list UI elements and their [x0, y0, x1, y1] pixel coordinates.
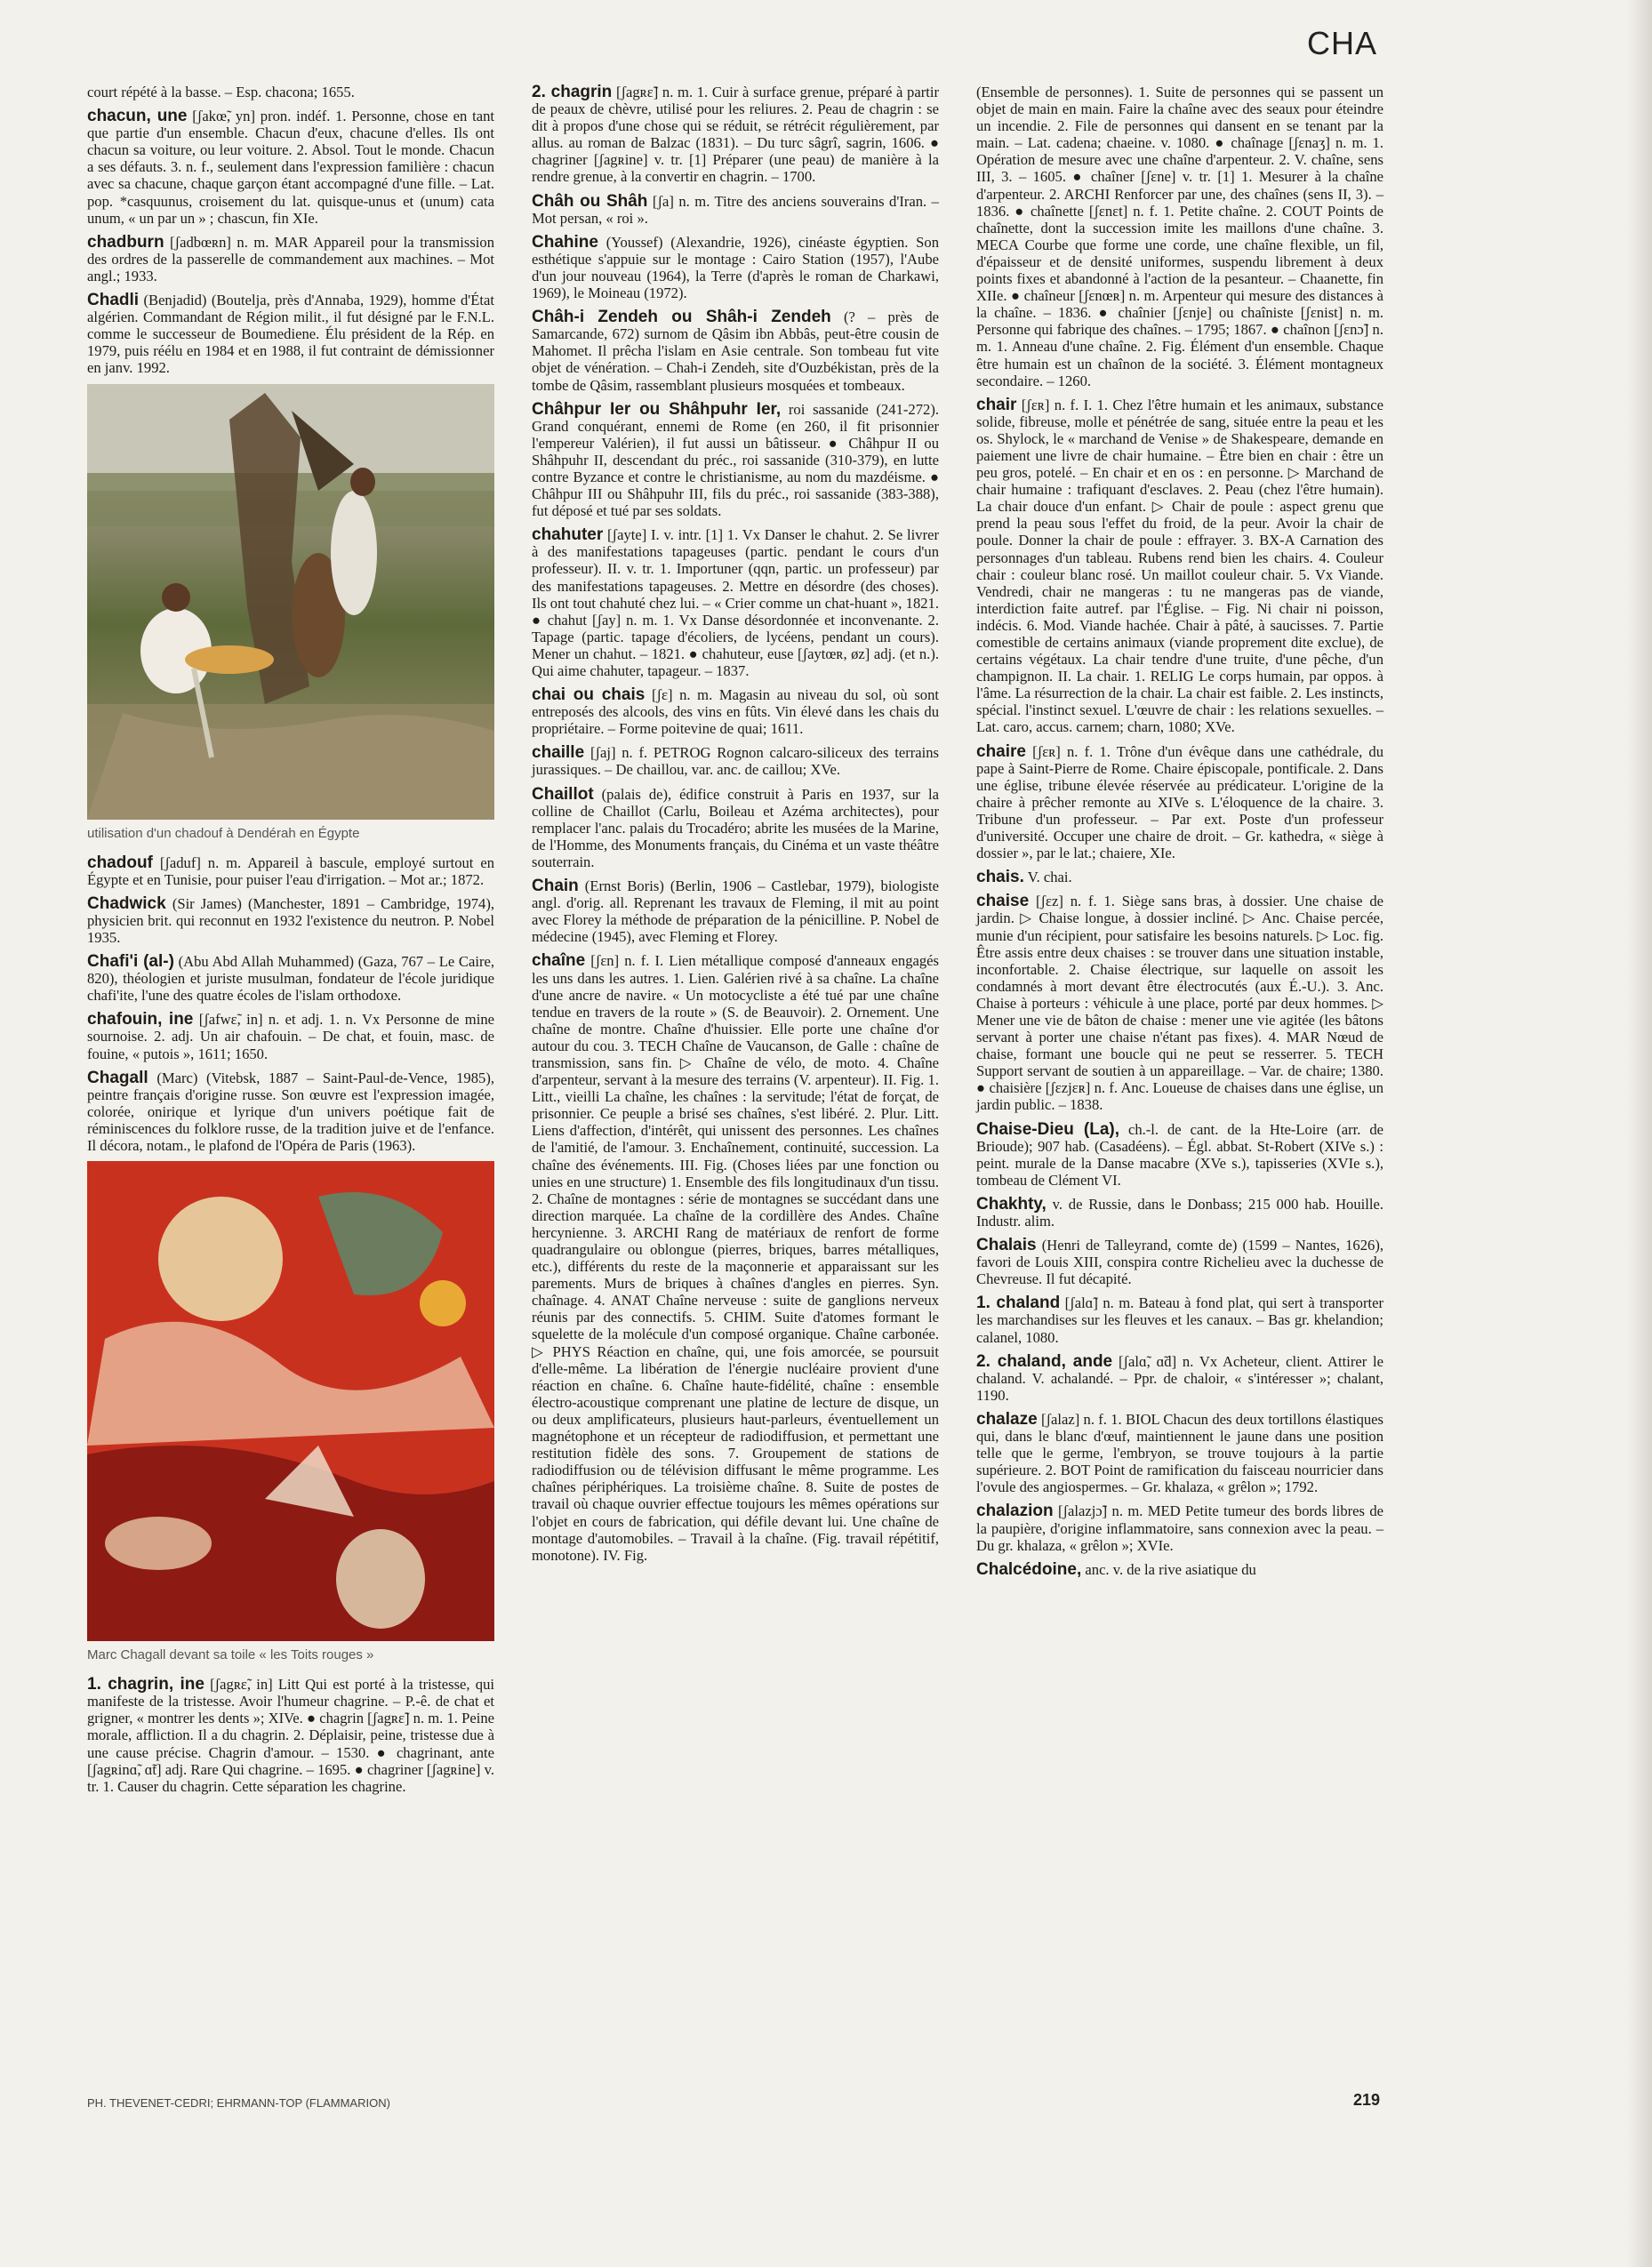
column1-bottom-entries [87, 1676, 494, 1795]
dictionary-entry: chadburn [ʃadbœʀn] n. m. MAR Appareil pour la transmission des ordres de la passerelle de commandement aux machines. – Mot angl.; 1933. [87, 232, 494, 284]
chadouf-photo-illustration [87, 384, 494, 820]
dictionary-entry: chaîne [ʃɛn] n. f. I. Lien métallique composé d'anneaux engagés les uns dans les autres. 1. Lien. Galérien rivé à sa chaîne. La chaîne d'une ancre de navire. « Un motocycliste a été tué par une chaîne tendue en travers de la route » (S. de Beauvoir). 2. Ornement. Une chaîne de montre. Chaîne d'huissier. Elle porte une chaîne d'or autour du cou. 3. TECH Chaîne de Vaucanson, de Galle : chaîne de transmission, sans fin. ▷ Chaîne de vélo, de moto. 4. Chaîne d'arpenteur, servant à la mesure des terrains (V. arpenteur). II. Fig. 1. Litt., vieilli La chaîne, les chaînes : la servitude; l'état de forçat, de prisonnier. Ce peuple a brisé ses chaînes, s'est libéré. 2. Plur. Litt. Liens d'affection, d'intérêt, qui unissent des personnes. Les chaînes de l'amitié, de l'amour. 3. Enchaînement, continuité, succession. La chaîne des événements. III. Fig. (Choses liées par une fonction ou unies en une structure) 1. Ensemble des fils longitudinaux d'un tissu. 2. Chaîne de montagnes : série de montagnes se succédant dans une direction marquée. La chaîne de la cordillère des Andes. Chaîne hercynienne. 3. ARCHI Rang de matériaux de renfort de forme quadrangulaire ou oblongue (pierres, briques, barres métalliques, etc.), différents du reste de la maçonnerie et apparaissant sur les parements. Murs de briques à chaînes d'angles en pierres. Syn. chaînage. 4. ANAT Chaîne nerveuse : suite de ganglions nerveux réunis par des connectifs. 5. CHIM. Suite d'atomes formant le squelette de la molécule d'un composé organique. Chaîne carbonée. ▷ PHYS Réaction en chaîne, qui, une fois amorcée, se poursuit d'elle-même. La libération de l'énergie nucléaire provient d'une réaction en chaîne. 6. Chaîne haute-fidélité, chaîne : ensemble électro-acoustique comprenant une platine de lecture de disque, un ou deux amplificateurs, plusieurs haut-parleurs, éventuellement un magnétophone et un récepteur de radiodiffusion, et permettant une restitution fidèle des sons. 7. Groupement de stations de radiodiffusion ou de télévision diffusant le même programme. Les chaînes périphériques. La troisième chaîne. 8. Suite de postes de travail où chaque ouvrier effectue toujours les mêmes opérations sur l'objet en cours de fabrication, qui défile devant lui. Une chaîne de montage d'automobiles. – Travail à la chaîne. (Fig. travail répétitif, monotone). IV. Fig. [532, 951, 939, 1564]
page-edge [1627, 0, 1652, 2267]
dictionary-entry: chalazion [ʃalazjɔ̃] n. m. MED Petite tumeur des bords libres de la paupière, d'origine inflammatoire, sans connexion avec la peau. – Du gr. khalaza, « grêlon »; XVIe. [976, 1502, 1383, 1554]
dictionary-entry: chaise [ʃɛz] n. f. 1. Siège sans bras, à dossier. Une chaise de jardin. ▷ Chaise longue, à dossier incliné. ▷ Anc. Chaise percée, munie d'un récipient, pour satisfaire les besoins naturels. ▷ Loc. fig. Être assis entre deux chaises : se trouver dans une situation instable, inconfortable. 2. Chaise électrique, sur laquelle on assoit les condamnés à mort devant être électrocutés (aux É.-U.). 3. Anc. Chaise à porteurs : véhicule à une place, porté par deux hommes. ▷ Mener une vie de bâton de chaise : mener une vie agitée (les bâtons servant à porter une chaise n'étant pas fixes). 4. MAR Nœud de chaise, formant une boucle qui ne peut se resserrer. 5. TECH Support servant de soutien à un appareillage. – Var. de chaire; 1380. ● chaisière [ʃɛzjɛʀ] n. f. Anc. Loueuse de chaises dans une église, un jardin public. – 1838. [976, 892, 1383, 1114]
dictionary-entry: Chahine (Youssef) (Alexandrie, 1926), cinéaste égyptien. Son esthétique s'appuie sur le montage : Cairo Station (1957), l'Aube d'un jour nouveau (1964), la Terre (d'après le roman de Charkawi, 1969), le Moineau (1972). [532, 232, 939, 302]
dictionary-entry: 2. chagrin [ʃagʀɛ̃] n. m. 1. Cuir à surface grenue, préparé à partir de peaux de chèvre, utilisé pour les reliures. 2. Peau de chagrin : se dit à propos d'une chose qui se réduit, se rétrécit régulièrement, par allus. au roman de Balzac (1831). – Du turc sâgrî, sagrin, 1606. ● chagriner [ʃagʀine] v. tr. [1] Préparer (une peau) de manière à la rendre grenue, à la convertir en chagrin. – 1700. [532, 83, 939, 186]
column-2 [532, 84, 939, 1571]
column1-middle-entries [87, 854, 494, 1155]
dictionary-entry: chaire [ʃɛʀ] n. f. 1. Trône d'un évêque dans une cathédrale, du pape à Saint-Pierre de Rome. Chaire épiscopale, pontificale. 2. Dans une église, tribune élevée réservée au prédicateur. L'origine de la chaire à prêcher remonte au XIVe s. L'éloquence de la chaire. 3. Tribune d'un professeur. – Par ext. Poste d'un professeur d'université. Occuper une chaire de droit. – Gr. kathedra, « siège à dossier », par le lat.; chaiere, XIe. [976, 741, 1384, 862]
dictionary-entry: chahuter [ʃayte] I. v. intr. [1] 1. Vx Danser le chahut. 2. Se livrer à des manifestations tapageuses (partic. pendant le cours d'un professeur). II. v. tr. 1. Importuner (qqn, partic. un professeur) par des manifestations tapageuses. 2. Mettre en désordre (des choses). Ils ont tout chahuté chez lui. – « Crier comme un chat-huant », 1821. ● chahut [ʃay] n. m. 1. Vx Danse désordonnée et inconvenante. 2. Tapage (partic. tapage d'écoliers, de lycéens, pendant un cours). Mener un chahut. – 1821. ● chahuteur, euse [ʃaytœʀ, øz] adj. (et n.). Qui aime chahuter, tapageur. – 1837. [532, 525, 939, 679]
chagall-photo-caption: Marc Chagall devant sa toile « les Toits rouges » [87, 1647, 374, 1663]
dictionary-entry: Chafi'i (al-) (Abu Abd Allah Muhammed) (Gaza, 767 – Le Caire, 820), théologien et juriste musulman, fondateur de l'école juridique chafi'ite, l'une des quatre écoles de l'islam orthodoxe. [87, 952, 494, 1005]
dictionary-entry: 1. chaland [ʃalɑ̃] n. m. Bateau à fond plat, qui sert à transporter les marchandises sur les fleuves et les canaux. – Bas gr. khelandion; calanel, 1080. [976, 1294, 1383, 1346]
dictionary-entry: Chaillot (palais de), édifice construit à Paris en 1937, sur la colline de Chaillot (Carlu, Boileau et Azéma architectes), pour remplacer l'anc. palais du Trocadéro; abrite les musées de la Marine, de l'Homme, des Monuments français, du Cinéma et un vaste théâtre souterrain. [532, 784, 939, 870]
dictionary-entry: chadouf [ʃaduf] n. m. Appareil à bascule, employé surtout en Égypte et en Tunisie, pour puiser l'eau d'irrigation. – Mot ar.; 1872. [87, 853, 494, 888]
dictionary-entry: 2. chaland, ande [ʃalɑ̃, ɑ̃d] n. Vx Acheteur, client. Attirer le chaland. V. achalandé. – Ppr. de chaloir, « s'intéresser »; chalant, 1190. [976, 1351, 1384, 1404]
page-number: 219 [1353, 2091, 1381, 2109]
dictionary-entry: Châh ou Shâh [ʃa] n. m. Titre des anciens souverains d'Iran. – Mot persan, « roi ». [532, 191, 939, 227]
dictionary-entry: chai ou chais [ʃɛ] n. m. Magasin au niveau du sol, où sont entreposés des alcools, des vins en fûts. Vin élevé dans les chais du propriétaire. – Forme poitevine de quai; 1611. [532, 685, 939, 738]
dictionary-entry: court répété à la basse. – Esp. chacona; 1655. [87, 84, 355, 100]
dictionary-entry: Chain (Ernst Boris) (Berlin, 1906 – Castlebar, 1979), biologiste angl. d'orig. all. Reprenant les travaux de Fleming, il mit au point avec Florey la méthode de préparation de la pénicilline. P. Nobel de médecine (1945), avec Fleming et Florey. [532, 877, 939, 946]
chadouf-photo [87, 384, 494, 820]
dictionary-entry: Châhpur Ier ou Shâhpuhr Ier, roi sassanide (241-272). Grand conquérant, ennemi de Rome (en 260, il fit prisonnier l'empereur Valérien), il fut aussi un bâtisseur. ● Châhpur II ou Shâhpuhr II, descendant du préc., roi sassanide (310-379), en lutte contre Byzance et contre le christianisme, au nom du mazdéisme. ● Châhpur III ou Shâhpuhr III, fils du préc., roi sassanide (383-388), fut déposé et tué par ses soldats. [532, 399, 939, 520]
dictionary-entry: Chakhty, v. de Russie, dans le Donbass; 215 000 hab. Houille. Industr. alim. [976, 1194, 1383, 1230]
dictionary-entry: 1. chagrin, ine [ʃagʀɛ̃, in] Litt Qui est porté à la tristesse, qui manifeste de la tristesse. Avoir l'humeur chagrine. – P.-ê. de chat et grigner, « montrer les dents »; XIVe. ● chagrin [ʃagʀɛ̃] n. m. 1. Peine morale, affliction. Il a du chagrin. 2. Déplaisir, peine, tristesse due à une cause précise. Chagrin d'amour. – 1530. ● chagrinant, ante [ʃagʀinɑ̃, ɑ̃t] adj. Rare Qui chagrine. – 1695. ● chagriner [ʃagʀine] v. tr. 1. Causer du chagrin. Cette séparation les chagrine. [87, 1675, 494, 1795]
chagall-photo [87, 1161, 494, 1641]
dictionary-entry: Chadwick (Sir James) (Manchester, 1891 – Cambridge, 1974), physicien brit. qui reconnut en 1932 l'existence du neutron. P. Nobel 1935. [87, 893, 495, 946]
dictionary-entry: chaille [ʃaj] n. f. PETROG Rognon calcaro-siliceux des terrains jurassiques. – De chaillou, var. anc. de caillou; XVe. [532, 743, 939, 779]
column1-top-entries [87, 84, 494, 377]
dictionary-entry: chafouin, ine [ʃafwɛ̃, in] n. et adj. 1. n. Vx Personne de mine sournoise. 2. adj. Un air chafouin. – De chat, et fouin, masc. de fouine, « putois », 1611; 1650. [87, 1010, 494, 1062]
dictionary-entry: Châh-i Zendeh ou Shâh-i Zendeh (? – près de Samarcande, 672) surnom de Qâsim ibn Abbâs, peut-être cousin de Mahomet. Il prêcha l'islam en Asie centrale. Son tombeau fut vite objet de vénération. – Chah-i Zendeh, site d'Ouzbékistan, près de la tombe de Qâsim, rassemblant plusieurs mosquées et tombeaux. [532, 308, 939, 394]
dictionary-entry: Chagall (Marc) (Vitebsk, 1887 – Saint-Paul-de-Vence, 1985), peintre français d'origine russe. Son œuvre est l'expression imagée, colorée, onirique et lyrique d'un univers poétique fait de réminiscences du folklore russe, de la tradition juive et de l'enfance. Il décora, notam., le plafond de l'Opéra de Paris (1963). [87, 1068, 494, 1154]
dictionary-entry: chair [ʃɛʀ] n. f. I. 1. Chez l'être humain et les animaux, substance solide, fibreuse, molle et pénétrée de sang, située entre la peau et les os. Shylock, le « marchand de Venise » de Shakespeare, demande en paiement une livre de chair humaine. – Être bien en chair : être un peu gros, potelé. – En chair et en os : en personne. ▷ Marchand de chair humaine : trafiquant d'esclaves. 2. Peau (chez l'être humain). La chair douce d'un enfant. ▷ Chair de poule : aspect grenu que prend la peau sous l'effet du froid, de la peur. Avoir la chair de poule. Donner la chair de poule : effrayer. 3. BX-A Carnation des personnages d'un tableau. Rubens rend bien les chairs. 4. Couleur chair : couleur blanc rosé. Un maillot couleur chair. 5. Vx Viande. Vendredi, chair ne mangeras : tu ne mangeras pas de viande, interdiction faite autref. par l'Église. – Fig. Ni chair ni poisson, indécis. 6. Mod. Viande hachée. Chair à pâté, à saucisses. 7. Partie comestible de certains animaux (viande proprement dite exclue), de certains végétaux. La chair tendre d'une truite, d'une pêche, d'un champignon. II. La chair. 1. RELIG Le corps humain, par oppos. à l'âme. La résurrection de la chair. La chair est faible. 2. Les instincts, spécial. l'instinct sexuel. L'œuvre de chair : les relations sexuelles. – Lat. caro, accus. carnem; charn, 1080; XVe. [976, 395, 1383, 736]
running-head: CHA [1307, 25, 1378, 61]
chagall-painting-illustration [87, 1161, 494, 1641]
dictionary-entry: (Ensemble de personnes). 1. Suite de personnes qui se passent un objet de main en main. Faire la chaîne avec des seaux pour éteindre un incendie. 2. File de personnes qui dansent en se tenant par la main. – Lat. cadena; chaeine. v. 1080. ● chaînage [ʃɛnaʒ] n. m. 1. Opération de mesure avec une chaîne d'arpenteur. 2. V. chaîne, sens III, 3. – 1605. ● chaîner [ʃɛne] v. tr. [1] 1. Mesurer à la chaîne d'arpenteur. 2. ARCHI Renforcer par une, des chaînes (sens II, 3). – 1836. ● chaînette [ʃɛnɛt] n. f. 1. Petite chaîne. 2. COUT Points de chaînette, dont la succession imite les maillons d'une chaîne. 3. MECA Courbe que forme une corde, une chaîne flexible, un fil, d'épaisseur et de densité uniformes, suspendu librement à deux points fixes et abandonné à l'action de la pesanteur. – Chaanette, fin XIIe. ● chaîneur [ʃɛnœʀ] n. m. Arpenteur qui mesure des distances à la chaîne. – 1836. ● chaînier [ʃɛnje] ou chaîniste [ʃɛnist] n. m. Personne qui fabrique des chaînes. – 1795; 1867. ● chaînon [ʃɛnɔ̃] n. m. 1. Anneau d'une chaîne. 2. Fig. Élément d'un ensemble. Chaque être humain est un chaînon de la société. 3. Élément montagneux secondaire. – 1260. [976, 84, 1383, 389]
dictionary-entry: Chadli (Benjadid) (Boutelja, près d'Annaba, 1929), homme d'État algérien. Commandant de Région milit., il fut désigné par le F.N.L. comme le successeur de Boumediene. Élu président de la Rép. en 1979, puis réélu en 1984 et en 1988, il fut contraint de démissionner en janv. 1992. [87, 291, 495, 377]
dictionary-entry: chais. V. chai. [976, 868, 1072, 887]
dictionary-entry: chalaze [ʃalaz] n. f. 1. BIOL Chacun des deux tortillons élastiques qui, dans le blanc d'œuf, maintiennent le jaune dans une position telle que le germe, l'embryon, se trouve toujours à la partie supérieure. 2. BOT Point de ramification du faisceau nourricier dans l'ovule des angiospermes. – Gr. khalaza, « grêlon »; 1792. [976, 1409, 1383, 1496]
column-3 [976, 84, 1383, 1585]
dictionary-entry: Chaise-Dieu (La), ch.-l. de cant. de la Hte-Loire (arr. de Brioude); 907 hab. (Casadéens). – Égl. abbat. St-Robert (XIVe s.) : peint. murale de la Danse macabre (XVe s.), tapisseries (XVIe s.), tombeau de Clément VI. [976, 1119, 1383, 1189]
dictionary-entry: chacun, une [ʃakœ̃, yn] pron. indéf. 1. Personne, chose en tant que partie d'un ensemble. Chacun d'eux, chacune d'elles. Ils ont chacun sa voiture, ou leur voiture. 2. Absol. Tout le monde. Chacun a ses défauts. 3. n. f., seulement dans l'expression familière : chacun avec sa chacune, chaque garçon étant accompagné d'une fille. – Lat. pop. *casquunus, croisement du lat. quisque-unus et (unum) cata unum, « un par un » ; chascun, fin XIe. [87, 107, 494, 227]
dictionary-entry: Chalais (Henri de Talleyrand, comte de) (1599 – Nantes, 1626), favori de Louis XIII, conspira contre Richelieu avec la duchesse de Chevreuse. Il fut décapité. [976, 1236, 1384, 1288]
photo-credit: PH. THEVENET-CEDRI; EHRMANN-TOP (FLAMMARION) [87, 2096, 390, 2110]
column-1 [87, 84, 494, 1802]
dictionary-entry: Chalcédoine, anc. v. de la rive asiatique du [976, 1559, 1256, 1579]
chadouf-photo-caption: utilisation d'un chadouf à Dendérah en Égypte [87, 825, 360, 841]
